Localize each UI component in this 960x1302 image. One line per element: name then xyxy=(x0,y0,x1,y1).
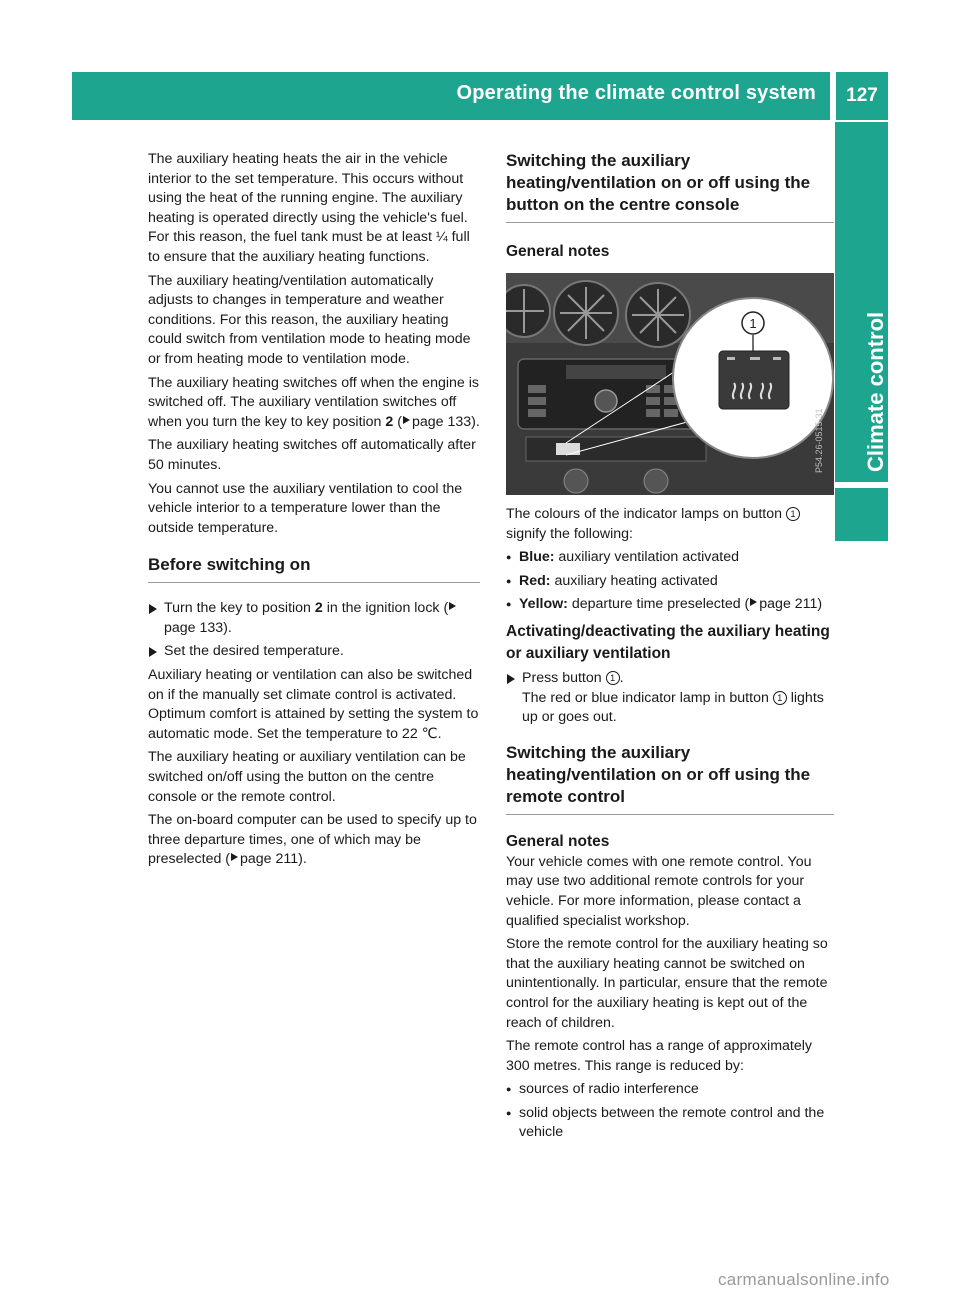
list-item: ● Yellow: departure time preselected ( page 211) xyxy=(506,595,834,615)
paragraph: Store the remote control for the auxiliary heating so that the auxiliary heating cannot be switched on unintentionally. In particular, ensure that the remote control for the auxiliary heating is kept out of the reach of children. xyxy=(506,936,828,1031)
side-tab-marker xyxy=(835,488,888,541)
page-ref-link[interactable]: page 133). xyxy=(164,619,232,636)
paragraph: The auxiliary heating switches off when the engine is switched off. The auxiliary ventilation switches off when you turn the key to key position 2 ( page 133). xyxy=(148,374,480,430)
page-ref-link[interactable]: page 211) xyxy=(759,596,823,613)
page-number: 127 xyxy=(836,72,888,120)
paragraph: The auxiliary heating switches off automatically after 50 minutes. xyxy=(148,437,476,473)
paragraph: The colours of the indicator lamps on button 1 signify the following: xyxy=(506,505,834,544)
paragraph: The auxiliary heating/ventilation automatically adjusts to changes in temperature and weather conditions. For this reason, the auxiliary heating could switch from ventilation mode to heating mode or from heating mode to ventilation mode. xyxy=(148,272,471,367)
side-tab-label: Climate control xyxy=(863,311,888,472)
page-ref-link[interactable]: page 133). xyxy=(411,413,480,430)
centre-console-photo xyxy=(506,273,834,495)
instruction-step: Set the desired temperature. xyxy=(148,642,480,662)
paragraph: The auxiliary heating or auxiliary ventilation can be switched on/off using the button on the centre console or the remote control. xyxy=(148,749,466,805)
instruction-step: Turn the key to position 2 in the ignition lock (page 133). xyxy=(148,599,480,638)
list-item: ● solid objects between the remote control and the vehicle xyxy=(506,1104,834,1143)
paragraph: The remote control has a range of approximately 300 metres. This range is reduced by: xyxy=(506,1038,812,1074)
right-column xyxy=(506,150,834,1147)
watermark: carmanualsonline.info xyxy=(718,1270,890,1289)
list-item: ● Blue: auxiliary ventilation activated xyxy=(506,548,834,568)
callout-marker: 1 xyxy=(786,507,800,521)
instruction-step: Press button 1 . The red or blue indicator lamp in button 1 lights up or goes out. xyxy=(506,669,834,728)
page-ref-arrow-icon xyxy=(750,598,757,606)
subsection-heading: General notes xyxy=(506,832,610,850)
section-heading: Switching the auxiliary heating/ventilation on or off using the remote control xyxy=(506,742,834,815)
list-item: ● sources of radio interference xyxy=(506,1080,834,1100)
paragraph: You cannot use the auxiliary ventilation to cool the vehicle interior to a temperature lower than the outside temperature. xyxy=(148,480,463,536)
callout-marker: 1 xyxy=(773,691,787,705)
paragraph: The on-board computer can be used to specify up to three departure times, one of which may be preselected ( page 211). xyxy=(148,812,477,868)
section-heading: Before switching on xyxy=(148,554,480,583)
page-ref-arrow-icon xyxy=(403,416,410,424)
left-column xyxy=(148,150,480,874)
page-ref-arrow-icon xyxy=(449,602,456,610)
paragraph: Your vehicle comes with one remote control. You may use two additional remote controls for your vehicle. For more information, please contact a qualified specialist workshop. xyxy=(506,853,812,929)
photo-marker: 1 xyxy=(749,316,757,331)
subsection-heading: General notes xyxy=(506,243,610,260)
page-ref-link[interactable]: page 211). xyxy=(240,851,307,868)
paragraph: Auxiliary heating or ventilation can also be switched on if the manually set climate control is activated. Optimum comfort is attained by setting the system to automatic mode. Set the temperature to 22 ℃. xyxy=(148,667,479,742)
page-ref-arrow-icon xyxy=(231,853,238,861)
callout-marker: 1 xyxy=(606,671,620,685)
list-item: ● Red: auxiliary heating activated xyxy=(506,572,834,592)
section-heading: Switching the auxiliary heating/ventilation on or off using the button on the centre console xyxy=(506,150,834,223)
photo-code: P54.26-0515-31 xyxy=(814,408,824,473)
paragraph: The auxiliary heating heats the air in the vehicle interior to the set temperature. This occurs without using the heat of the running engine. The auxiliary heating is operated directly using the vehicle's fuel. For this reason, the fuel tank must be at least ¼ full to ensure that the auxiliary heating functions. xyxy=(148,151,470,265)
page-header xyxy=(72,72,830,120)
header-title: Operating the climate control system xyxy=(456,82,816,104)
subsection-heading: Activating/deactivating the auxiliary heating or auxiliary ventilation xyxy=(506,622,830,662)
